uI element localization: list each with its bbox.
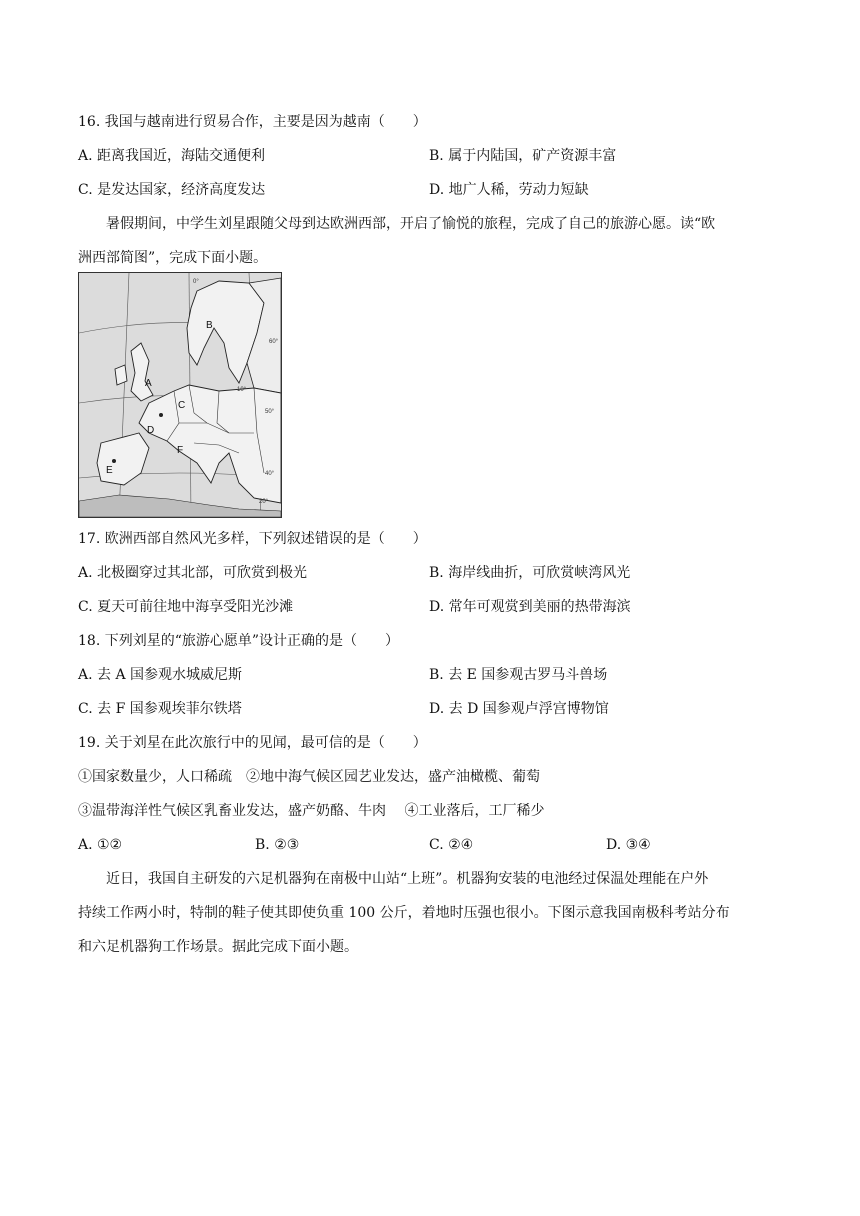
map-lon-10: 10° <box>237 387 247 393</box>
q17-option-a: A. 北极圈穿过其北部，可欣赏到极光 <box>78 565 308 581</box>
map-lat-60: 60° <box>269 339 279 345</box>
map-label-a: A <box>145 378 152 389</box>
q18-option-c: C. 去 F 国参观埃菲尔铁塔 <box>78 701 242 717</box>
q19-option-b: B. ②③ <box>255 837 300 853</box>
map-label-c: C <box>178 400 186 411</box>
map-label-b: B <box>206 320 213 331</box>
q17-option-d: D. 常年可观赏到美丽的热带海滨 <box>429 599 631 615</box>
intro1-line1: 暑假期间，中学生刘星跟随父母到达欧洲西部，开启了愉悦的旅程，完成了自己的旅游心愿。读“欧 <box>106 216 716 232</box>
map-label-f: F <box>177 445 184 456</box>
q19-option-a: A. ①② <box>78 837 123 853</box>
intro2-line1: 近日，我国自主研发的六足机器狗在南极中山站“上班”。机器狗安装的电池经过保温处理能在户外 <box>106 871 709 887</box>
q18-option-d: D. 去 D 国参观卢浮宫博物馆 <box>429 701 609 717</box>
map-graphic <box>79 273 281 517</box>
q16-option-c: C. 是发达国家，经济高度发达 <box>78 182 266 198</box>
q19-option-d: D. ③④ <box>606 837 651 853</box>
q17-option-b: B. 海岸线曲折，可欣赏峡湾风光 <box>429 565 631 581</box>
western-europe-map <box>78 272 282 518</box>
q17-stem: 17. 欧洲西部自然风光多样，下列叙述错误的是（ ） <box>78 531 427 547</box>
intro2-line2: 持续工作两小时，特制的鞋子使其即使负重 100 公斤，着地时压强也很小。下图示意我国南极科考站分布 <box>78 905 730 921</box>
q19-option-c: C. ②④ <box>429 837 474 853</box>
q16-option-d: D. 地广人稀，劳动力短缺 <box>429 182 589 198</box>
map-label-d: D <box>147 425 155 436</box>
q18-option-a: A. 去 A 国参观水城威尼斯 <box>78 667 243 683</box>
q19-items-line1: ①国家数量少，人口稀疏 ②地中海气候区园艺业发达，盛产油橄榄、葡萄 <box>78 769 540 785</box>
map-lon-0: 0° <box>193 279 199 285</box>
q17-option-c: C. 夏天可前往地中海享受阳光沙滩 <box>78 599 294 615</box>
q18-stem: 18. 下列刘星的“旅游心愿单”设计正确的是（ ） <box>78 633 400 649</box>
map-lat-50: 50° <box>265 409 275 415</box>
map-lon-20: 20° <box>259 499 269 505</box>
q16-option-b: B. 属于内陆国，矿产资源丰富 <box>429 148 617 164</box>
intro1-line2: 洲西部简图”，完成下面小题。 <box>78 250 268 266</box>
map-label-e: E <box>106 465 113 476</box>
q18-option-b: B. 去 E 国参观古罗马斗兽场 <box>429 667 608 683</box>
intro2-line3: 和六足机器狗工作场景。据此完成下面小题。 <box>78 939 358 955</box>
q19-stem: 19. 关于刘星在此次旅行中的见闻，最可信的是（ ） <box>78 735 427 751</box>
q16-option-a: A. 距离我国近，海陆交通便利 <box>78 148 266 164</box>
q19-items-line2: ③温带海洋性气候区乳畜业发达，盛产奶酪、牛肉 ④工业落后，工厂稀少 <box>78 803 545 819</box>
q16-stem: 16. 我国与越南进行贸易合作，主要是因为越南（ ） <box>78 114 427 130</box>
map-lat-40: 40° <box>265 471 275 477</box>
